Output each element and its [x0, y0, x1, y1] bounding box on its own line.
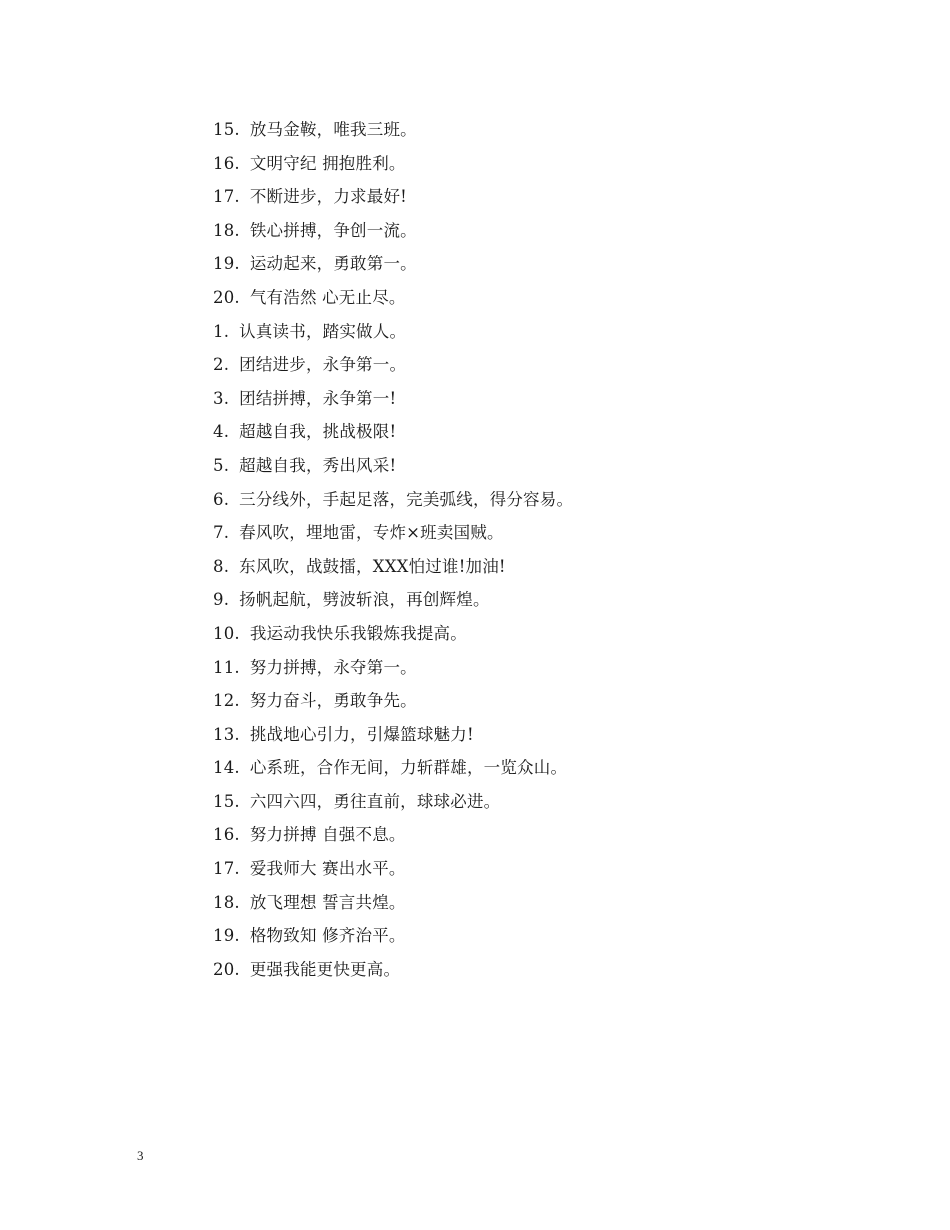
item-text: 心系班，合作无间，力斩群雄，一览众山。	[249, 758, 568, 778]
item-text: 努力拼搏 自强不息。	[249, 825, 406, 845]
list-item	[213, 553, 573, 587]
item-number: 2.	[213, 355, 230, 375]
item-text: 不断进步，力求最好!	[249, 187, 407, 207]
list-item	[213, 385, 573, 419]
item-text: 扬帆起航，劈波斩浪，再创辉煌。	[239, 590, 490, 610]
item-number: 18.	[213, 892, 240, 912]
item-text: 气有浩然 心无止尽。	[249, 287, 406, 307]
list-item	[213, 519, 573, 553]
item-text: 三分线外，手起足落，完美弧线，得分容易。	[239, 489, 574, 509]
item-text: 努力拼搏，永夺第一。	[249, 657, 417, 677]
item-number: 6.	[213, 489, 230, 509]
list-item	[213, 452, 573, 486]
list-item	[213, 855, 573, 889]
item-number: 1.	[213, 321, 230, 341]
item-number: 13.	[213, 724, 240, 744]
list-item	[213, 889, 573, 923]
item-text: 超越自我，秀出风采!	[239, 455, 397, 475]
item-text: 爱我师大 赛出水平。	[249, 859, 406, 879]
item-number: 20.	[213, 287, 240, 307]
item-text: 格物致知 修齐治平。	[249, 926, 406, 946]
item-number: 18.	[213, 220, 240, 240]
item-number: 11.	[213, 657, 240, 677]
item-text: 六四六四，勇往直前，球球必进。	[249, 791, 501, 811]
list-item	[213, 486, 573, 520]
item-number: 14.	[213, 758, 240, 778]
list-item	[213, 721, 573, 755]
list-item	[213, 687, 573, 721]
item-number: 19.	[213, 254, 240, 274]
item-text: 挑战地心引力，引爆篮球魅力!	[249, 724, 474, 744]
item-text: 努力奋斗，勇敢争先。	[249, 691, 417, 711]
item-number: 15.	[213, 791, 240, 811]
item-number: 20.	[213, 959, 240, 979]
list-item	[213, 654, 573, 688]
item-text: 春风吹，埋地雷，专炸×班卖国贼。	[239, 523, 504, 543]
item-number: 4.	[213, 422, 230, 442]
item-number: 17.	[213, 859, 240, 879]
list-item	[213, 150, 573, 184]
item-number: 5.	[213, 455, 230, 475]
item-number: 12.	[213, 691, 240, 711]
list-item	[213, 116, 573, 150]
list-item	[213, 318, 573, 352]
list-item	[213, 956, 573, 990]
list-item	[213, 754, 573, 788]
item-text: 团结进步，永争第一。	[239, 355, 407, 375]
slogan-list	[213, 116, 573, 989]
item-number: 3.	[213, 388, 230, 408]
list-item	[213, 183, 573, 217]
item-number: 7.	[213, 523, 230, 543]
list-item	[213, 351, 573, 385]
list-item	[213, 586, 573, 620]
list-item	[213, 418, 573, 452]
item-text: 文明守纪 拥抱胜利。	[249, 153, 406, 173]
item-text: 更强我能更快更高。	[249, 959, 401, 979]
list-item	[213, 821, 573, 855]
item-text: 我运动我快乐我锻炼我提高。	[249, 623, 467, 643]
item-text: 放飞理想 誓言共煌。	[249, 892, 406, 912]
item-text: 放马金鞍，唯我三班。	[249, 120, 417, 139]
item-number: 9.	[213, 590, 230, 610]
item-number: 8.	[213, 556, 230, 576]
item-number: 17.	[213, 187, 240, 207]
item-number: 15.	[213, 120, 240, 139]
list-item	[213, 217, 573, 251]
item-text: 东风吹，战鼓擂，XXX怕过谁!加油!	[239, 556, 506, 576]
item-number: 16.	[213, 825, 240, 845]
item-text: 认真读书，踏实做人。	[239, 321, 407, 341]
item-text: 铁心拼搏，争创一流。	[249, 220, 417, 240]
item-number: 19.	[213, 926, 240, 946]
item-number: 16.	[213, 153, 240, 173]
item-text: 运动起来，勇敢第一。	[249, 254, 417, 274]
list-item	[213, 922, 573, 956]
item-text: 团结拼搏，永争第一!	[239, 388, 397, 408]
list-item	[213, 284, 573, 318]
list-item	[213, 620, 573, 654]
page-number: 3	[137, 1148, 144, 1163]
list-item	[213, 250, 573, 284]
list-item	[213, 788, 573, 822]
item-text: 超越自我，挑战极限!	[239, 422, 397, 442]
item-number: 10.	[213, 623, 240, 643]
